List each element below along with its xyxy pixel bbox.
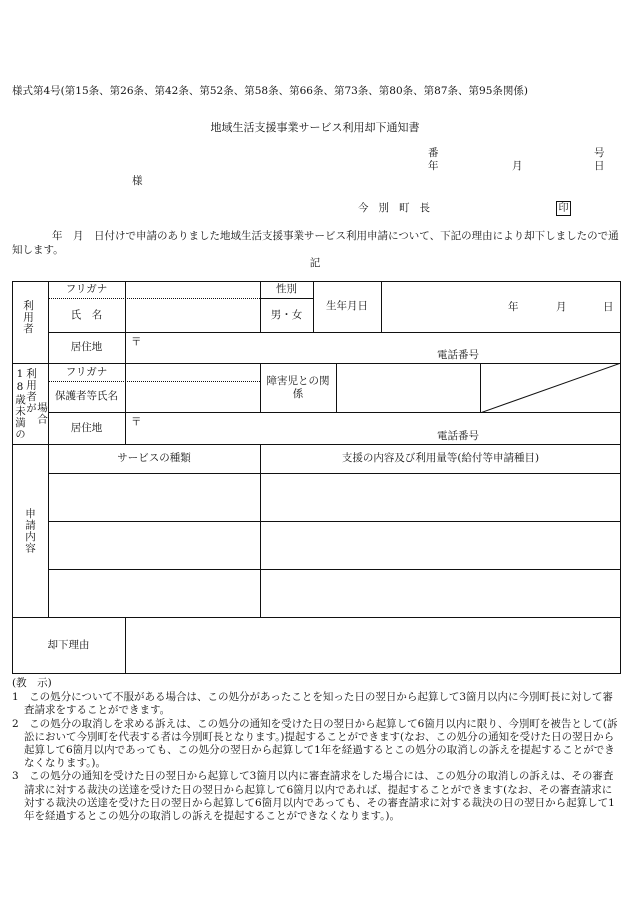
- relation-label: 障害児との関係: [266, 374, 330, 400]
- guardian-phone-label: 電話番号: [437, 430, 479, 442]
- birth-day-label: 日: [603, 301, 614, 313]
- issuer-name: 今別町長: [358, 202, 440, 214]
- number-label: 番: [428, 147, 439, 159]
- support-content-header: 支援の内容及び利用量等(給付等申請種目): [341, 452, 540, 465]
- guardian-address-label: 居住地: [70, 421, 103, 434]
- note-item-1: 1 この処分について不服がある場合は、この処分があったことを知った日の翌日から起算して3箇月以内に今別町長に対して審査請求をすることができます。: [12, 691, 614, 717]
- birth-month-label: 月: [556, 301, 567, 313]
- note-item-3: 3 この処分の通知を受けた日の翌日から起算して3箇月以内に審査請求をした場合には、この処分の取消しの訴えは、その審査請求に対する裁決の送達を受けた日の翌日から起算して6箇月以内であれば、提起することができます(なお、その審査請求に対する裁決の送達を受けた日の翌日から起算して6箇月以内であっても、その審査請求に対する裁決の日の翌日から起算して1年を経過するとこの処分の取消しの訴えを提起することができなくなります。)。: [12, 770, 615, 823]
- service-type-header: サービスの種類: [117, 452, 191, 465]
- guardian-furigana-label: フリガナ: [65, 365, 108, 378]
- under18-col1: 18歳未満の: [14, 368, 27, 440]
- gender-options: 男・女: [270, 308, 303, 321]
- instruction-notes: [12, 677, 622, 823]
- address-label: 居住地: [70, 341, 103, 354]
- form-number: 様式第4号(第15条、第26条、第42条、第52条、第58条、第66条、第73条、第80条、第87条、第95条関係): [12, 85, 528, 97]
- ki-heading: 記: [309, 257, 321, 269]
- name-label: 氏 名: [70, 308, 103, 321]
- date-day-label: 日: [594, 160, 605, 172]
- number-suffix: 号: [594, 147, 605, 159]
- document-title: 地域生活支援事業サービス利用却下通知書: [210, 121, 420, 134]
- rejection-reason-label: 却下理由: [47, 638, 90, 651]
- notes-heading: (教 示): [12, 677, 52, 689]
- under18-col2: 利用者が: [25, 368, 38, 414]
- guardian-name-label: 保護者等氏名: [55, 390, 118, 403]
- seal-stamp: 印: [556, 201, 571, 216]
- recipient-honorific: 様: [132, 175, 143, 187]
- intro-paragraph: 年 月 日付けで申請のありました地域生活支援事業サービス利用申請について、下記の理由により却下しましたので通知します。: [12, 230, 619, 256]
- birthdate-label: 生年月日: [326, 300, 368, 313]
- gender-label: 性別: [276, 283, 297, 296]
- user-section-label: 利用者: [22, 300, 35, 335]
- postal-mark: 〒: [131, 336, 142, 348]
- phone-label: 電話番号: [437, 349, 479, 361]
- diagonal-slash: [480, 363, 621, 413]
- guardian-postal-mark: 〒: [131, 416, 142, 428]
- date-month-label: 月: [512, 160, 523, 172]
- under18-col3: 場合: [36, 402, 49, 425]
- note-item-2: 2 この処分の取消しを求める訴えは、この処分の通知を受けた日の翌日から起算して6箇月以内に限り、今別町を被告として(訴訟において今別町を代表する者は今別町長となります。)提起することができます(なお、この処分の通知を受けた日の翌日から起算して6箇月以内であっても、この処分の翌日から起算して1年を経過するとこの処分の取消しの訴えを提起することができなくなります。)。: [12, 717, 618, 770]
- application-section-label: 申請内容: [24, 508, 37, 554]
- furigana-label: フリガナ: [65, 283, 108, 296]
- date-year-label: 年: [428, 160, 439, 172]
- birth-year-label: 年: [508, 301, 519, 313]
